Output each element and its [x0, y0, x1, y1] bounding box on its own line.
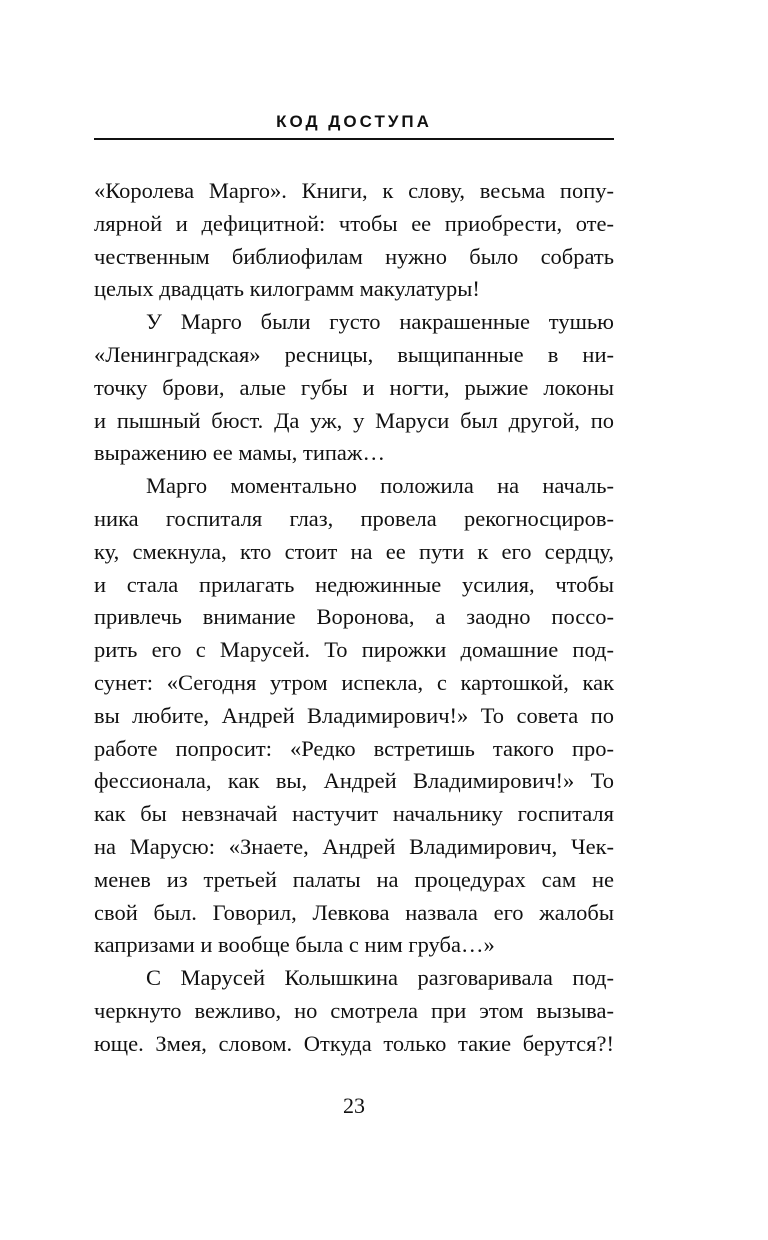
- text-line: «Ленинградская» ресницы, выщипанные в ни-: [94, 341, 614, 367]
- running-title: КОД ДОСТУПА: [276, 112, 432, 131]
- text-line: сунет: «Сегодня утром испекла, с картошкой, как: [94, 669, 614, 695]
- text-line: Марго моментально положила на началь-: [146, 473, 614, 499]
- text-line: С Марусей Колышкина разговаривала под-: [146, 965, 614, 991]
- text-line: точку брови, алые губы и ногти, рыжие локоны: [94, 374, 614, 400]
- header-rule: [94, 138, 614, 140]
- text-line: как бы невзначай настучит начальнику госпиталя: [94, 801, 614, 827]
- body-text: [94, 175, 614, 1061]
- text-line: работе попросит: «Редко встретишь такого про-: [94, 735, 614, 761]
- text-line: целых двадцать килограмм макулатуры!: [94, 276, 480, 302]
- text-line: привлечь внимание Воронова, а заодно поссо-: [94, 604, 614, 630]
- text-line: ку, смекнула, кто стоит на ее пути к его сердцу,: [94, 538, 614, 564]
- text-line: и стала прилагать недюжинные усилия, чтобы: [94, 571, 614, 597]
- text-line: менев из третьей палаты на процедурах сам не: [94, 866, 614, 892]
- text-line: свой был. Говорил, Левкова назвала его жалобы: [94, 899, 614, 925]
- text-line: вы любите, Андрей Владимирович!» То совета по: [94, 702, 614, 728]
- text-line: У Марго были густо накрашенные тушью: [146, 309, 614, 335]
- text-line: рить его с Марусей. То пирожки домашние под-: [94, 637, 614, 663]
- text-line: чественным библиофилам нужно было собрать: [94, 243, 614, 269]
- page-number: 23: [343, 1093, 365, 1118]
- text-line: выражению ее мамы, типаж…: [94, 440, 385, 466]
- text-line: «Королева Марго». Книги, к слову, весьма попу-: [94, 178, 614, 203]
- text-line: ника госпиталя глаз, провела рекогносциров-: [94, 505, 614, 531]
- text-line: капризами и вообще была с ним груба…»: [94, 932, 495, 958]
- text-line: юще. Змея, словом. Откуда только такие берутся?!: [94, 1030, 614, 1056]
- text-line: на Марусю: «Знаете, Андрей Владимирович, Чек-: [94, 833, 614, 859]
- text-line: лярной и дефицитной: чтобы ее приобрести, оте-: [94, 210, 614, 236]
- text-line: и пышный бюст. Да уж, у Маруси был другой, по: [94, 407, 614, 433]
- text-line: фессионала, как вы, Андрей Владимирович!» То: [94, 768, 614, 794]
- text-line: черкнуто вежливо, но смотрела при этом вызыва-: [94, 997, 614, 1023]
